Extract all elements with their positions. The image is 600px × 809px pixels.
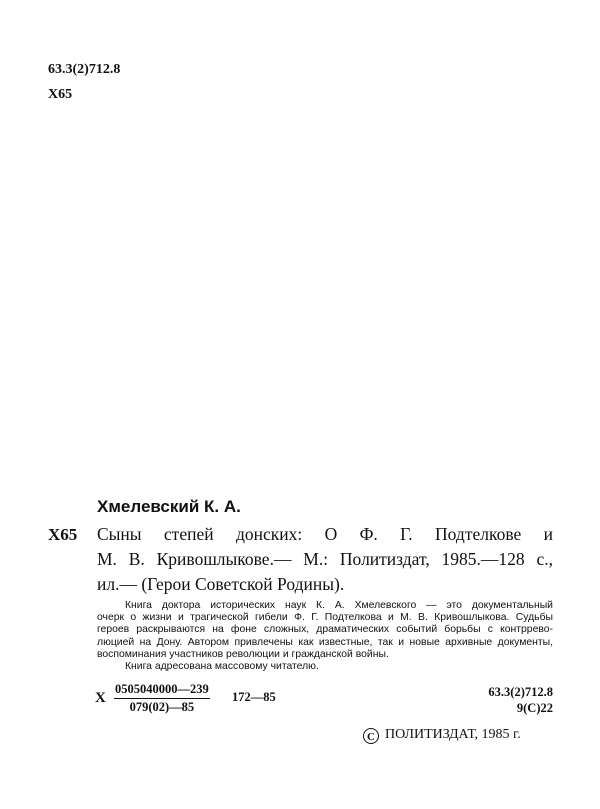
bbk-block [467, 684, 553, 716]
title-line: М. В. Кривошлыкове.— М.: Политиздат, 1985.—128 с., [97, 549, 553, 569]
fraction-numerator: 0505040000—239 [114, 682, 210, 699]
annotation-line: люцией на Дону. Автором привлечены как известные, так и новые архивные документы, [97, 636, 553, 648]
bbk-index: 63.3(2)712.8 [488, 685, 553, 699]
annotation-line: Книга доктора исторических наук К. А. Хмелевского — это документальный [125, 600, 553, 611]
fraction-denominator: 079(02)—85 [129, 700, 195, 714]
title-line: ил.— (Герои Советской Родины). [97, 574, 345, 594]
fraction-side-number: 172—85 [232, 690, 276, 704]
annotation-line: воспоминания участников революции и гражданской войны. [97, 648, 389, 660]
classification-index: 63.3(2)712.8 [48, 62, 121, 77]
bbk-sub-index: 9(С)22 [516, 701, 553, 715]
annotation-line: Книга адресована массовому читателю. [125, 661, 319, 673]
author-code: Х65 [48, 87, 73, 102]
copyright-icon: C [363, 728, 379, 744]
annotation-line: героев раскрываются на фоне сложных, драматических событий борьбы с контррево- [97, 624, 553, 636]
publication-fraction [114, 682, 210, 715]
copyright-text: ПОЛИТИЗДАТ, 1985 г. [385, 727, 521, 742]
author-code-side: Х65 [48, 525, 78, 544]
x-mark: Х [95, 690, 106, 706]
author-name: Хмелевский К. А. [97, 497, 241, 516]
title-line: Сыны степей донских: О Ф. Г. Подтелкове и [97, 524, 553, 544]
annotation-line: очерк о жизни и трагической гибели Ф. Г. Подтелкова и М. В. Кривошлыкова. Судьбы [97, 612, 553, 624]
copyright-line [363, 727, 521, 744]
annotation [97, 600, 553, 673]
bibliographic-description [97, 522, 553, 597]
